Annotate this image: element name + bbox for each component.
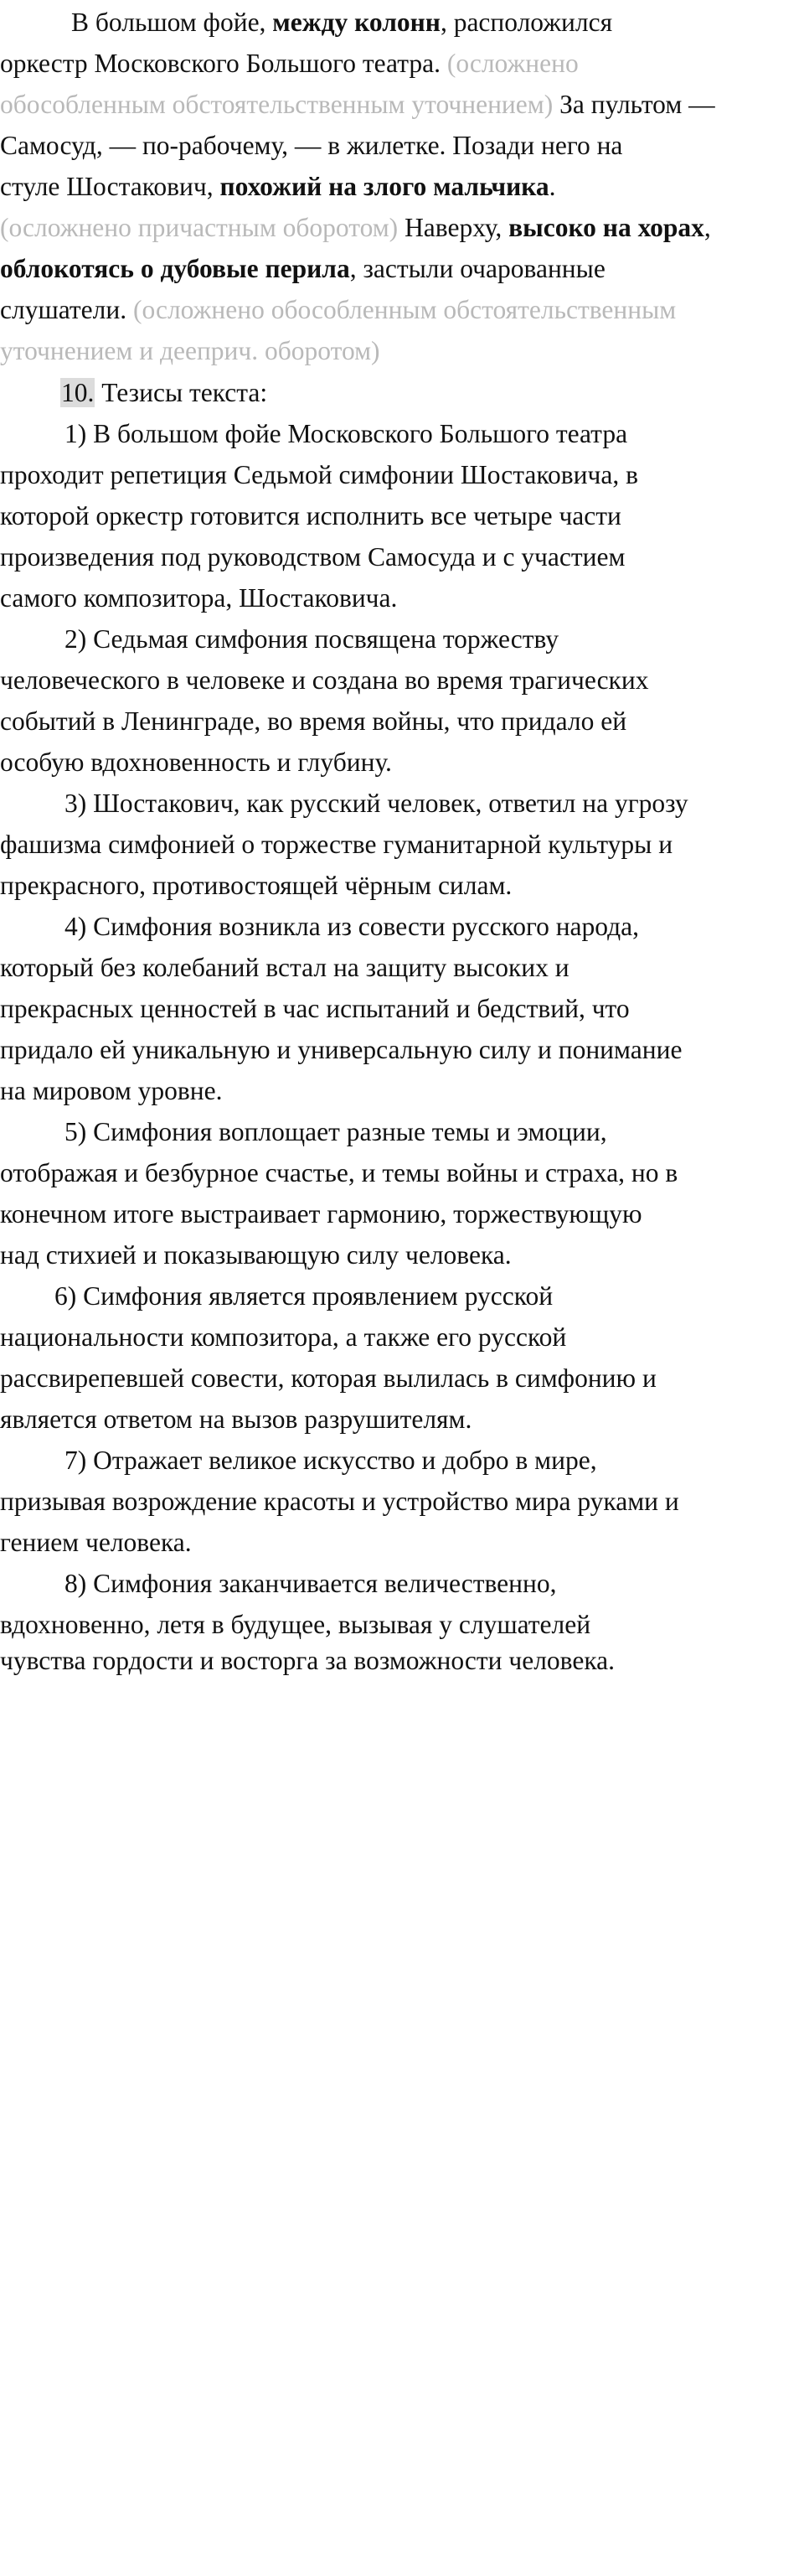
thesis-1-line-1: 1) В большом фойе Московского Большого театра (64, 419, 628, 448)
thesis-7-line-2: призывая возрождение красоты и устройство мира руками и (0, 1487, 679, 1516)
thesis-2-line-4: особую вдохновенность и глубину. (0, 747, 392, 777)
annotation: (осложнено (446, 49, 579, 78)
thesis-2-line-3: событий в Ленинграде, во время войны, что придало ей (0, 706, 627, 736)
thesis-1-line-3: которой оркестр готовится исполнить все четыре части (0, 501, 621, 530)
thesis-5-line-2: отображая и безбурное счастье, и темы войны и страха, но в (0, 1158, 678, 1187)
thesis-1-line-2: проходит репетиция Седьмой симфонии Шостаковича, в (0, 460, 638, 489)
intro-line-8: слушатели. (осложнено обособленным обстоятельственным (0, 295, 677, 324)
thesis-1-line-5: самого композитора, Шостаковича. (0, 583, 398, 613)
annotation: (осложнено обособленным обстоятельственным (132, 295, 677, 324)
thesis-3-line-1: 3) Шостакович, как русский человек, ответил на угрозу (64, 789, 688, 818)
thesis-5-line-4: над стихией и показывающую силу человека. (0, 1240, 512, 1270)
thesis-5-line-3: конечном итоге выстраивает гармонию, торжествующую (0, 1199, 642, 1229)
emphasis-high-on-choir: высоко на хорах (508, 213, 704, 242)
thesis-7-line-3: гением человека. (0, 1528, 192, 1557)
annotation: обособленным обстоятельственным уточнением) (0, 90, 554, 119)
thesis-6-line-1: 6) Симфония является проявлением русской (54, 1281, 554, 1311)
thesis-8-line-3: чувства гордости и восторга за возможности человека. (0, 1646, 616, 1675)
thesis-4-line-1: 4) Симфония возникла из совести русского народа, (64, 912, 640, 941)
intro-line-9: уточнением и дееприч. оборотом) (0, 336, 380, 365)
intro-line-5: стуле Шостакович, похожий на злого мальчика. (0, 172, 556, 201)
intro-line-6: (осложнено причастным оборотом) Наверху, высоко на хорах, (0, 213, 711, 242)
thesis-3-line-2: фашизма симфонией о торжестве гуманитарной культуры и (0, 830, 673, 859)
thesis-1-line-4: произведения под руководством Самосуда и с участием (0, 542, 626, 572)
thesis-4-line-3: прекрасных ценностей в час испытаний и бедствий, что (0, 994, 630, 1023)
thesis-7-line-1: 7) Отражает великое искусство и добро в мире, (64, 1446, 597, 1475)
intro-line-2: оркестр Московского Большого театра. (осложнено (0, 49, 579, 78)
task-title: Тезисы текста: (95, 378, 268, 407)
emphasis-angry-boy: похожий на злого мальчика (219, 172, 549, 201)
intro-line-7: облокотясь о дубовые перила, застыли очарованные (0, 254, 606, 283)
intro-line-3: обособленным обстоятельственным уточнением) За пультом — (0, 90, 715, 119)
thesis-6-line-2: национальности композитора, а также его русской (0, 1322, 567, 1352)
annotation: (осложнено причастным оборотом) (0, 213, 399, 242)
emphasis-leaning-on-railing: облокотясь о дубовые перила (0, 254, 350, 283)
task-number: 10. (61, 378, 95, 407)
emphasis-between-columns: между колонн (272, 8, 441, 37)
thesis-4-line-4: придало ей уникальную и универсальную силу и понимание (0, 1035, 683, 1064)
task-heading (60, 373, 267, 414)
thesis-6-line-4: является ответом на вызов разрушителям. (0, 1404, 472, 1434)
intro-line-1: В большом фойе, между колонн, расположился (71, 8, 613, 37)
thesis-2-line-1: 2) Седьмая симфония посвящена торжеству (64, 624, 559, 654)
thesis-5-line-1: 5) Симфония воплощает разные темы и эмоции, (64, 1117, 607, 1146)
thesis-8-line-2: вдохновенно, летя в будущее, вызывая у слушателей (0, 1610, 591, 1639)
thesis-8-line-1: 8) Симфония заканчивается величественно, (64, 1569, 557, 1598)
thesis-4-line-2: который без колебаний встал на защиту высоких и (0, 953, 570, 982)
thesis-6-line-3: рассвирепевшей совести, которая вылилась в симфонию и (0, 1363, 657, 1393)
thesis-2-line-2: человеческого в человеке и создана во время трагических (0, 665, 649, 695)
intro-line-4: Самосуд, — по-рабочему, — в жилетке. Позади него на (0, 131, 623, 160)
thesis-4-line-5: на мировом уровне. (0, 1076, 223, 1105)
thesis-3-line-3: прекрасного, противостоящей чёрным силам. (0, 871, 513, 900)
